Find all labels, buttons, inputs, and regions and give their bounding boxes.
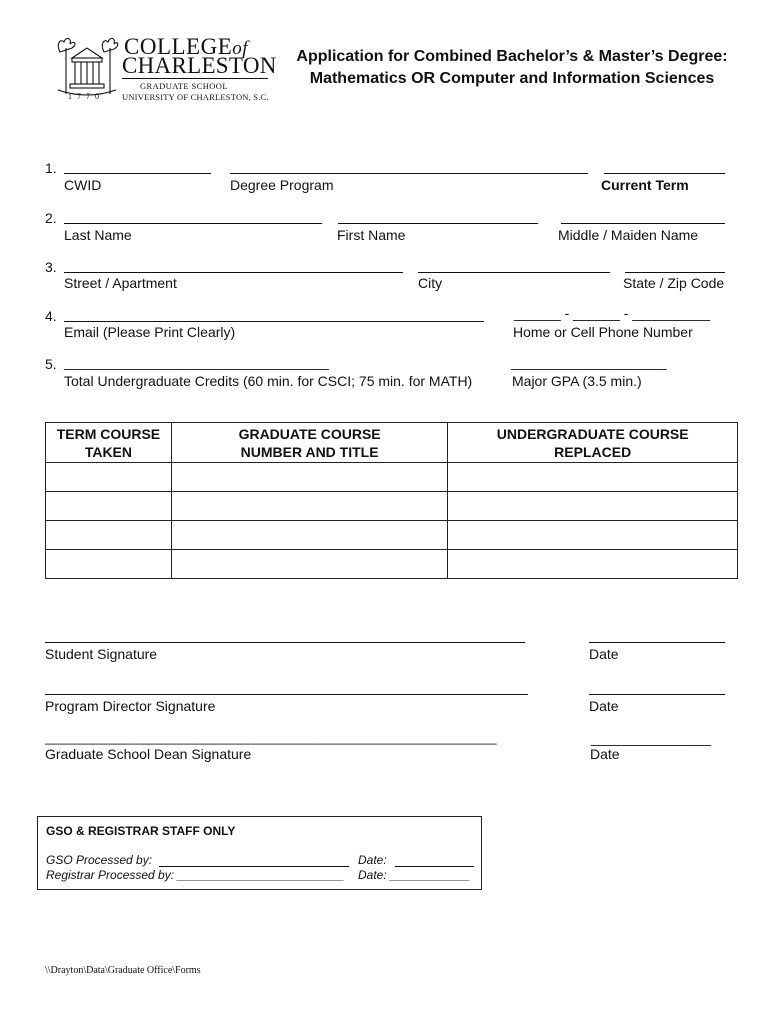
director-date-label: Date: [589, 698, 619, 714]
field-number-1: 1.: [45, 160, 57, 176]
term-cell[interactable]: [46, 463, 172, 492]
director-date-line[interactable]: [589, 694, 725, 695]
graduate-course-cell[interactable]: [171, 463, 448, 492]
dean-date-label: Date: [590, 746, 620, 762]
gpa-label: Major GPA (3.5 min.): [512, 373, 642, 389]
middle-name-line[interactable]: [561, 223, 725, 224]
gso-processed-label: GSO Processed by:: [46, 853, 153, 867]
student-date-label: Date: [589, 646, 619, 662]
undergraduate-course-cell[interactable]: [448, 492, 738, 521]
field-number-2: 2.: [45, 210, 57, 226]
logo-name-line1: COLLEGEof: [124, 34, 249, 59]
header-graduate-course: GRADUATE COURSE NUMBER AND TITLE: [171, 423, 448, 463]
cwid-label: CWID: [64, 177, 102, 193]
current-term-line[interactable]: [604, 173, 725, 174]
credits-label: Total Undergraduate Credits (60 min. for CSCI; 75 min. for MATH): [64, 373, 473, 389]
term-cell[interactable]: [46, 550, 172, 579]
street-label: Street / Apartment: [64, 275, 177, 291]
undergraduate-course-cell[interactable]: [448, 463, 738, 492]
email-label: Email (Please Print Clearly): [64, 324, 236, 340]
undergraduate-course-cell[interactable]: [448, 521, 738, 550]
current-term-label: Current Term: [601, 177, 689, 193]
staff-only-box: [37, 816, 482, 890]
degree-program-line[interactable]: [230, 173, 588, 174]
footer-file-path: \\Drayton\Data\Graduate Office\Forms: [45, 965, 201, 976]
cwid-line[interactable]: [64, 173, 211, 174]
first-name-line[interactable]: [338, 223, 538, 224]
form-title-line2: Mathematics OR Computer and Information Sciences: [309, 70, 715, 87]
field-number-3: 3.: [45, 259, 57, 275]
undergraduate-course-cell[interactable]: [448, 550, 738, 579]
credits-line[interactable]: __________________________________: [64, 354, 329, 370]
field-number-5: 5.: [45, 356, 57, 372]
course-table-header-row: [46, 423, 738, 463]
student-signature-label: Student Signature: [45, 646, 158, 662]
course-table: [45, 422, 738, 579]
dean-signature-line[interactable]: ________________________________________________________________: [45, 731, 497, 745]
field-number-4: 4.: [45, 308, 57, 324]
term-cell[interactable]: [46, 521, 172, 550]
gso-date-label: Date:: [358, 853, 387, 867]
form-title: [282, 46, 742, 90]
city-label: City: [418, 275, 443, 291]
table-row: [46, 550, 738, 579]
staff-only-title: GSO & REGISTRAR STAFF ONLY: [46, 824, 236, 838]
gso-processed-line[interactable]: [159, 866, 349, 867]
last-name-line[interactable]: [64, 223, 322, 224]
header-term-course-taken: TERM COURSE TAKEN: [46, 423, 172, 463]
college-logo: [54, 34, 277, 104]
gso-date-line[interactable]: [395, 866, 474, 867]
first-name-label: First Name: [337, 227, 406, 243]
logo-rule: [122, 78, 268, 79]
header-undergraduate-course-replaced: UNDERGRADUATE COURSE REPLACED: [448, 423, 738, 463]
phone-label: Home or Cell Phone Number: [513, 324, 693, 340]
term-cell[interactable]: [46, 492, 172, 521]
street-line[interactable]: [64, 272, 403, 273]
gpa-line[interactable]: ____________________: [511, 354, 667, 370]
registrar-date-label[interactable]: Date: ____________: [358, 868, 471, 882]
degree-program-label: Degree Program: [230, 177, 334, 193]
city-line[interactable]: [418, 272, 610, 273]
graduate-course-cell[interactable]: [171, 550, 448, 579]
state-zip-line[interactable]: [625, 272, 725, 273]
table-row: [46, 521, 738, 550]
table-row: [46, 463, 738, 492]
registrar-processed-label[interactable]: Registrar Processed by: _________________________: [46, 868, 345, 882]
logo-subtitle-university: UNIVERSITY OF CHARLESTON, S.C.: [122, 92, 269, 102]
table-row: [46, 492, 738, 521]
logo-year: 1770: [68, 92, 104, 101]
student-signature-line[interactable]: [45, 642, 525, 643]
director-signature-label: Program Director Signature: [45, 698, 216, 714]
logo-name-line2: CHARLESTON: [122, 53, 277, 78]
graduate-course-cell[interactable]: [171, 521, 448, 550]
dean-date-line[interactable]: ________________: [591, 731, 712, 746]
middle-name-label: Middle / Maiden Name: [558, 227, 699, 243]
dean-signature-label: Graduate School Dean Signature: [45, 746, 252, 762]
logo-subtitle-graduate-school: GRADUATE SCHOOL: [140, 81, 228, 91]
email-line[interactable]: [64, 321, 484, 322]
last-name-label: Last Name: [64, 227, 132, 243]
form-title-line1: Application for Combined Bachelor’s & Master’s Degree:: [296, 48, 728, 65]
student-date-line[interactable]: [589, 642, 725, 643]
director-signature-line[interactable]: [45, 694, 528, 695]
phone-line[interactable]: ______ - ______ - __________: [514, 305, 711, 321]
state-zip-label: State / Zip Code: [623, 275, 725, 291]
graduate-course-cell[interactable]: [171, 492, 448, 521]
